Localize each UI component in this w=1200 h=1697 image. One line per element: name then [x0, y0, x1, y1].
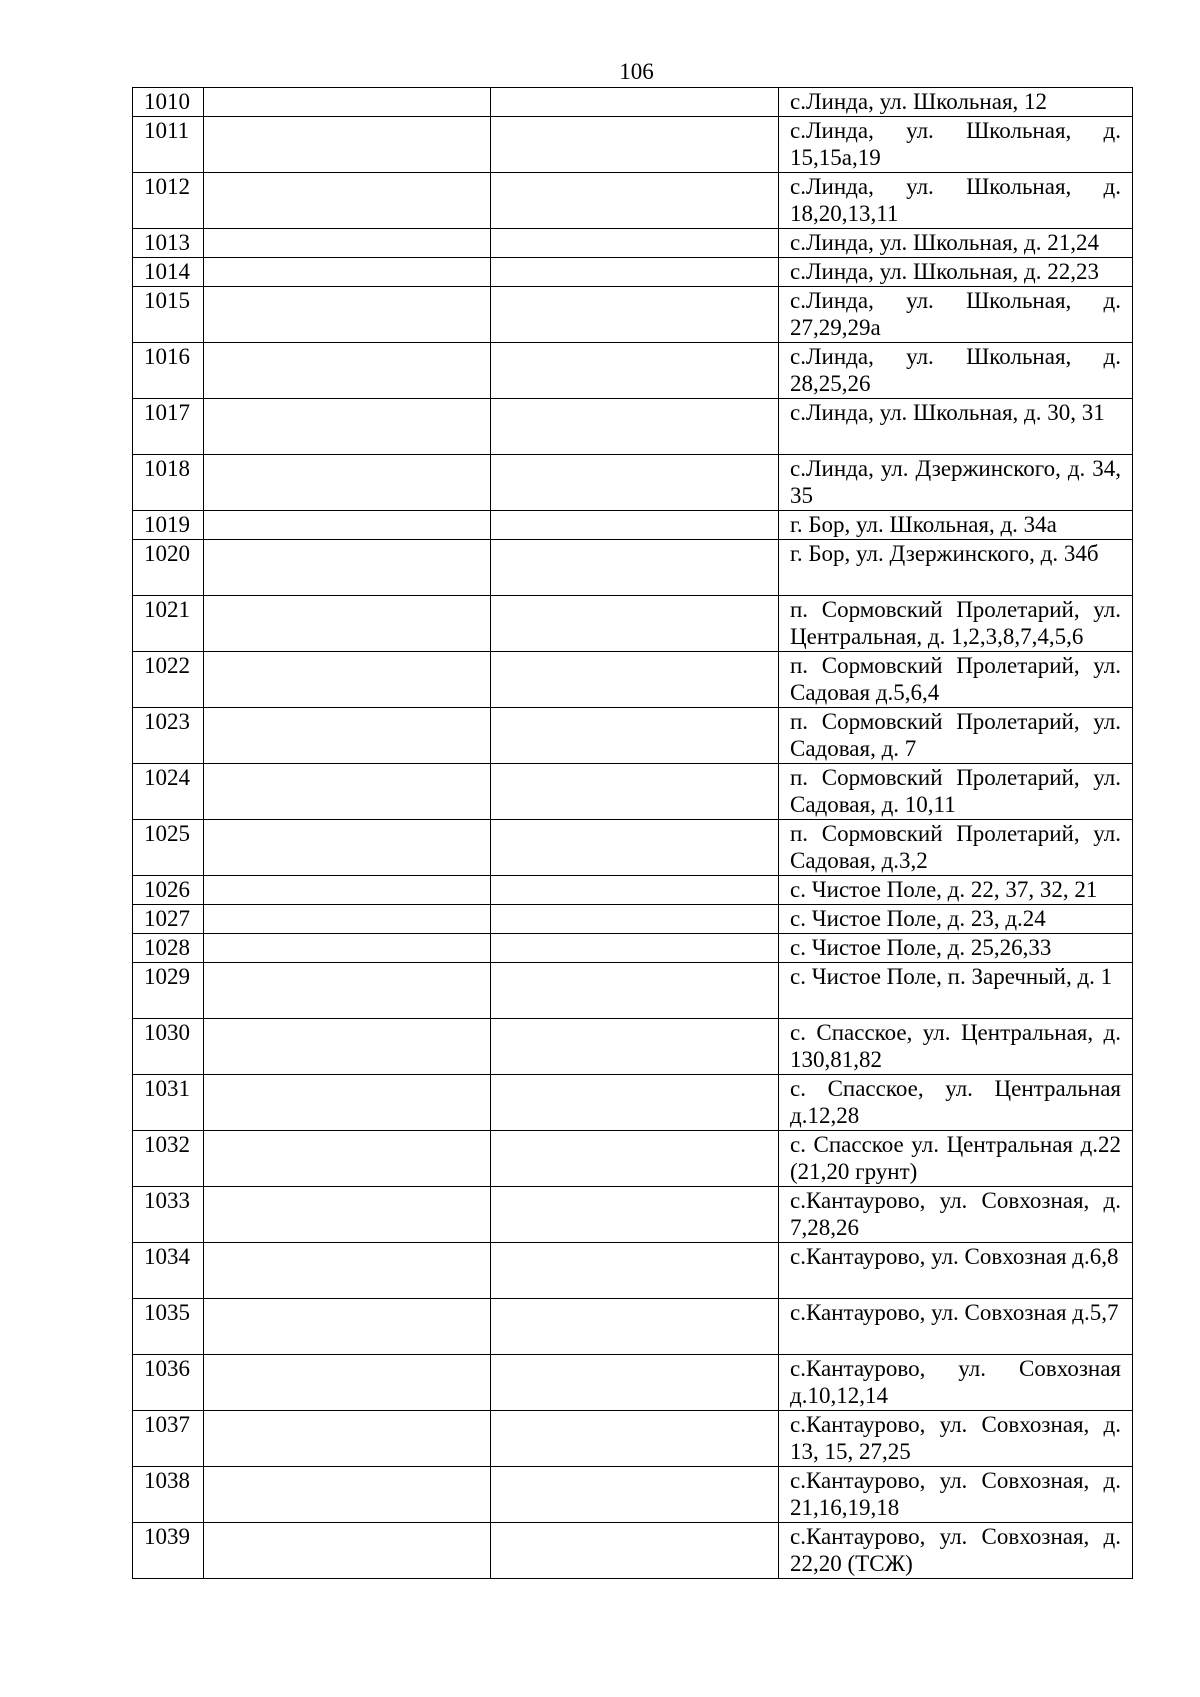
empty-cell — [491, 1187, 779, 1243]
empty-cell — [491, 343, 779, 399]
address-cell: с.Линда, ул. Школьная, 12 — [779, 88, 1133, 117]
row-number: 1032 — [133, 1131, 204, 1187]
address-cell: с.Кантаурово, ул. Совхозная, д. 22,20 (ТСЖ) — [779, 1523, 1133, 1579]
address-cell: с. Чистое Поле, п. Заречный, д. 1 — [779, 963, 1133, 1019]
address-table — [132, 87, 1133, 1579]
empty-cell — [204, 905, 491, 934]
address-cell: г. Бор, ул. Школьная, д. 34а — [779, 511, 1133, 540]
row-number: 1016 — [133, 343, 204, 399]
address-cell: с.Линда, ул. Школьная, д. 21,24 — [779, 229, 1133, 258]
empty-cell — [204, 173, 491, 229]
empty-cell — [491, 511, 779, 540]
row-number: 1034 — [133, 1243, 204, 1299]
address-cell: с. Чистое Поле, д. 22, 37, 32, 21 — [779, 876, 1133, 905]
empty-cell — [204, 1299, 491, 1355]
row-number: 1038 — [133, 1467, 204, 1523]
table-row — [133, 511, 1133, 540]
empty-cell — [204, 117, 491, 173]
address-cell: п. Сормовский Пролетарий, ул. Садовая, д.3,2 — [779, 820, 1133, 876]
address-cell: с.Кантаурово, ул. Совхозная д.10,12,14 — [779, 1355, 1133, 1411]
row-number: 1039 — [133, 1523, 204, 1579]
address-cell: с. Спасское ул. Центральная д.22 (21,20 грунт) — [779, 1131, 1133, 1187]
empty-cell — [491, 399, 779, 455]
address-cell: с. Спасское, ул. Центральная д.12,28 — [779, 1075, 1133, 1131]
table-row — [133, 652, 1133, 708]
row-number: 1027 — [133, 905, 204, 934]
empty-cell — [204, 1075, 491, 1131]
address-cell: с.Линда, ул. Школьная, д. 27,29,29а — [779, 287, 1133, 343]
address-cell: с.Кантаурово, ул. Совхозная, д. 7,28,26 — [779, 1187, 1133, 1243]
empty-cell — [204, 1467, 491, 1523]
empty-cell — [491, 764, 779, 820]
row-number: 1024 — [133, 764, 204, 820]
address-cell: п. Сормовский Пролетарий, ул. Центральная, д. 1,2,3,8,7,4,5,6 — [779, 596, 1133, 652]
row-number: 1020 — [133, 540, 204, 596]
empty-cell — [491, 229, 779, 258]
empty-cell — [491, 1523, 779, 1579]
table-row — [133, 1243, 1133, 1299]
table-row — [133, 708, 1133, 764]
row-number: 1026 — [133, 876, 204, 905]
empty-cell — [491, 1411, 779, 1467]
empty-cell — [491, 708, 779, 764]
address-cell: с.Кантаурово, ул. Совхозная д.5,7 — [779, 1299, 1133, 1355]
row-number: 1018 — [133, 455, 204, 511]
empty-cell — [204, 540, 491, 596]
empty-cell — [491, 1299, 779, 1355]
empty-cell — [204, 1187, 491, 1243]
empty-cell — [491, 88, 779, 117]
table-row — [133, 88, 1133, 117]
empty-cell — [204, 1243, 491, 1299]
empty-cell — [491, 287, 779, 343]
table-row — [133, 820, 1133, 876]
row-number: 1017 — [133, 399, 204, 455]
table-row — [133, 399, 1133, 455]
table-row — [133, 1187, 1133, 1243]
empty-cell — [204, 1131, 491, 1187]
row-number: 1015 — [133, 287, 204, 343]
empty-cell — [204, 1019, 491, 1075]
table-row — [133, 1131, 1133, 1187]
empty-cell — [491, 455, 779, 511]
empty-cell — [204, 764, 491, 820]
row-number: 1033 — [133, 1187, 204, 1243]
row-number: 1012 — [133, 173, 204, 229]
empty-cell — [204, 652, 491, 708]
table-row — [133, 540, 1133, 596]
empty-cell — [204, 596, 491, 652]
table-row — [133, 764, 1133, 820]
table-row — [133, 963, 1133, 1019]
table-row — [133, 934, 1133, 963]
empty-cell — [204, 343, 491, 399]
table-row — [133, 1411, 1133, 1467]
table-row — [133, 1355, 1133, 1411]
empty-cell — [204, 399, 491, 455]
address-cell: с.Линда, ул. Школьная, д. 15,15а,19 — [779, 117, 1133, 173]
table-row — [133, 287, 1133, 343]
table-row — [133, 1523, 1133, 1579]
empty-cell — [491, 1243, 779, 1299]
empty-cell — [491, 540, 779, 596]
table-row — [133, 1299, 1133, 1355]
table-row — [133, 173, 1133, 229]
empty-cell — [204, 455, 491, 511]
row-number: 1011 — [133, 117, 204, 173]
row-number: 1022 — [133, 652, 204, 708]
empty-cell — [491, 1467, 779, 1523]
empty-cell — [491, 117, 779, 173]
address-cell: с.Кантаурово, ул. Совхозная, д. 21,16,19,18 — [779, 1467, 1133, 1523]
empty-cell — [491, 258, 779, 287]
row-number: 1021 — [133, 596, 204, 652]
empty-cell — [204, 229, 491, 258]
empty-cell — [204, 88, 491, 117]
address-cell: с.Линда, ул. Школьная, д. 22,23 — [779, 258, 1133, 287]
address-cell: п. Сормовский Пролетарий, ул. Садовая, д. 7 — [779, 708, 1133, 764]
empty-cell — [491, 876, 779, 905]
empty-cell — [491, 1075, 779, 1131]
row-number: 1019 — [133, 511, 204, 540]
row-number: 1013 — [133, 229, 204, 258]
empty-cell — [204, 1411, 491, 1467]
empty-cell — [491, 905, 779, 934]
empty-cell — [204, 820, 491, 876]
table-row — [133, 876, 1133, 905]
empty-cell — [204, 708, 491, 764]
table-row — [133, 229, 1133, 258]
row-number: 1035 — [133, 1299, 204, 1355]
table-row — [133, 1019, 1133, 1075]
empty-cell — [204, 1355, 491, 1411]
row-number: 1030 — [133, 1019, 204, 1075]
row-number: 1025 — [133, 820, 204, 876]
table-row — [133, 258, 1133, 287]
address-cell: с.Линда, ул. Школьная, д. 18,20,13,11 — [779, 173, 1133, 229]
address-cell: с.Линда, ул. Школьная, д. 28,25,26 — [779, 343, 1133, 399]
empty-cell — [204, 934, 491, 963]
row-number: 1029 — [133, 963, 204, 1019]
empty-cell — [491, 596, 779, 652]
row-number: 1023 — [133, 708, 204, 764]
address-cell: с. Спасское, ул. Центральная, д. 130,81,82 — [779, 1019, 1133, 1075]
table-row — [133, 1075, 1133, 1131]
row-number: 1036 — [133, 1355, 204, 1411]
row-number: 1028 — [133, 934, 204, 963]
empty-cell — [491, 173, 779, 229]
empty-cell — [204, 963, 491, 1019]
empty-cell — [491, 1131, 779, 1187]
table-row — [133, 1467, 1133, 1523]
table-row — [133, 117, 1133, 173]
address-cell: с.Линда, ул. Школьная, д. 30, 31 — [779, 399, 1133, 455]
table-row — [133, 596, 1133, 652]
empty-cell — [204, 287, 491, 343]
address-table-body — [133, 88, 1133, 1579]
empty-cell — [204, 1523, 491, 1579]
address-cell: с. Чистое Поле, д. 25,26,33 — [779, 934, 1133, 963]
address-cell: с.Кантаурово, ул. Совхозная д.6,8 — [779, 1243, 1133, 1299]
table-row — [133, 343, 1133, 399]
row-number: 1014 — [133, 258, 204, 287]
row-number: 1031 — [133, 1075, 204, 1131]
empty-cell — [491, 820, 779, 876]
table-row — [133, 905, 1133, 934]
address-cell: п. Сормовский Пролетарий, ул. Садовая, д. 10,11 — [779, 764, 1133, 820]
address-cell: с.Линда, ул. Дзержинского, д. 34, 35 — [779, 455, 1133, 511]
row-number: 1037 — [133, 1411, 204, 1467]
empty-cell — [491, 963, 779, 1019]
table-row — [133, 455, 1133, 511]
page-number: 106 — [619, 59, 654, 84]
address-cell: п. Сормовский Пролетарий, ул. Садовая д.5,6,4 — [779, 652, 1133, 708]
address-cell: с. Чистое Поле, д. 23, д.24 — [779, 905, 1133, 934]
empty-cell — [491, 934, 779, 963]
empty-cell — [204, 511, 491, 540]
address-cell: с.Кантаурово, ул. Совхозная, д. 13, 15, 27,25 — [779, 1411, 1133, 1467]
empty-cell — [491, 652, 779, 708]
empty-cell — [204, 258, 491, 287]
empty-cell — [491, 1355, 779, 1411]
address-cell: г. Бор, ул. Дзержинского, д. 34б — [779, 540, 1133, 596]
empty-cell — [204, 876, 491, 905]
row-number: 1010 — [133, 88, 204, 117]
empty-cell — [491, 1019, 779, 1075]
